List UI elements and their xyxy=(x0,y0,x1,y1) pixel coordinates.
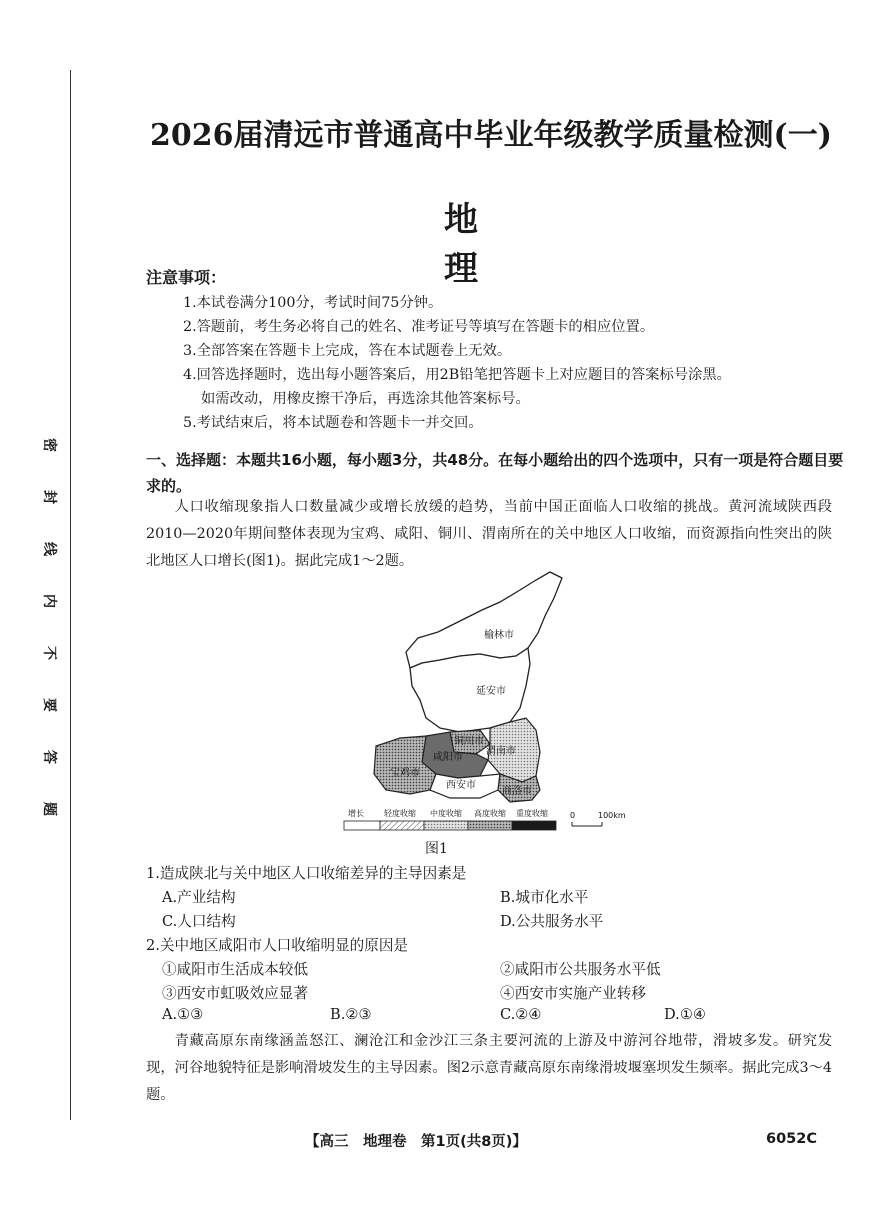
q2-option-a: A.①③ xyxy=(162,1006,204,1023)
binding-char: 线 xyxy=(41,542,57,556)
passage-2: 青藏高原东南缘涵盖怒江、澜沧江和金沙江三条主要河流的上游及中游河谷地带，滑坡多发。研究发现，河谷地貌特征是影响滑坡发生的主导因素。图2示意青藏高原东南缘滑坡堰塞坝发生频率。据此完成3～4题。 xyxy=(146,1033,832,1103)
legend-label: 增长 xyxy=(348,809,364,818)
legend-swatch-growth xyxy=(344,821,380,830)
notice-heading: 注意事项： xyxy=(146,268,227,287)
q1-option-d: D.公共服务水平 xyxy=(500,913,604,930)
figure1-caption: 图1 xyxy=(425,841,448,857)
label-weinan: 渭南市 xyxy=(486,746,516,757)
notice-item: 4.回答选择题时，选出每小题答案后，用2B铅笔把答题卡上对应题目的答案标号涂黑。 xyxy=(183,367,731,383)
q2-option-d: D.①④ xyxy=(664,1006,706,1023)
legend-label: 高度收缩 xyxy=(474,809,506,818)
q2-statement: ①咸阳市生活成本较低 xyxy=(162,961,308,978)
subject-title: 地理 xyxy=(444,200,536,289)
scale-label: 0 xyxy=(570,811,576,820)
label-xian: 西安市 xyxy=(446,780,476,791)
legend-swatch-severe xyxy=(512,821,556,830)
label-baoji: 宝鸡市 xyxy=(390,768,420,779)
notice-item: 如需改动，用橡皮擦干净后，再选涂其他答案标号。 xyxy=(201,391,530,407)
legend-label: 轻度收缩 xyxy=(384,809,416,818)
q1-option-a: A.产业结构 xyxy=(162,889,236,906)
label-tongchuan: 铜川市 xyxy=(454,736,484,747)
notice-item: 1.本试卷满分100分，考试时间75分钟。 xyxy=(183,295,443,311)
passage-1: 人口收缩现象指人口数量减少或增长放缓的趋势，当前中国正面临人口收缩的挑战。黄河流域陕西段2010—2020年期间整体表现为宝鸡、咸阳、铜川、渭南所在的关中地区人口收缩，而资源指向性突出的陕北地区人口增长(图1)。据此完成1～2题。 xyxy=(146,499,832,569)
label-yulin: 榆林市 xyxy=(484,630,514,641)
binding-char: 题 xyxy=(41,802,57,816)
q2-option-c: C.②④ xyxy=(500,1006,542,1023)
legend-swatch-high xyxy=(468,821,512,830)
q1-option-b: B.城市化水平 xyxy=(500,889,589,906)
label-shangluo: 商洛市 xyxy=(502,786,532,797)
q2-statement: ②咸阳市公共服务水平低 xyxy=(500,961,661,978)
section-heading: 一、选择题：本题共16小题，每小题3分，共48分。在每小题给出的四个选项中，只有一项是符合题目要求的。 xyxy=(146,451,844,495)
figure1-map xyxy=(340,568,640,838)
question-2-stem: 2.关中地区咸阳市人口收缩明显的原因是 xyxy=(146,937,409,954)
binding-warning xyxy=(36,438,62,816)
label-yanan: 延安市 xyxy=(476,686,506,697)
map-legend xyxy=(344,808,556,830)
binding-char: 内 xyxy=(41,594,57,608)
legend-swatch-light xyxy=(380,821,424,830)
notice-item: 2.答题前，考生务必将自己的姓名、准考证号等填写在答题卡的相应位置。 xyxy=(183,319,655,335)
q2-statement: ④西安市实施产业转移 xyxy=(500,985,646,1002)
region-yulin xyxy=(406,572,562,668)
legend-swatch-medium xyxy=(424,821,468,830)
page-footer: 【高三 地理卷 第1页(共8页)】 xyxy=(305,1134,527,1150)
label-xianyang: 咸阳市 xyxy=(433,752,463,763)
scale-label: 100km xyxy=(598,811,626,820)
binding-char: 答 xyxy=(41,750,57,764)
binding-char: 要 xyxy=(41,698,57,712)
exam-title: 2026届清远市普通高中毕业年级教学质量检测(一) xyxy=(150,118,832,153)
scale-bar xyxy=(570,811,626,826)
binding-char: 密 xyxy=(41,438,57,452)
q2-statement: ③西安市虹吸效应显著 xyxy=(162,985,308,1002)
notice-item: 5.考试结束后，将本试题卷和答题卡一并交回。 xyxy=(183,415,483,431)
notice-item: 3.全部答案在答题卡上完成，答在本试题卷上无效。 xyxy=(183,343,512,359)
q1-option-c: C.人口结构 xyxy=(162,913,236,930)
binding-char: 封 xyxy=(41,490,57,504)
paper-code: 6052C xyxy=(766,1131,817,1147)
q2-option-b: B.②③ xyxy=(330,1006,372,1023)
question-1-stem: 1.造成陕北与关中地区人口收缩差异的主导因素是 xyxy=(146,865,467,882)
binding-char: 不 xyxy=(41,646,57,660)
binding-line xyxy=(70,70,71,1120)
legend-label: 中度收缩 xyxy=(430,809,462,818)
legend-label: 重度收缩 xyxy=(516,809,548,818)
